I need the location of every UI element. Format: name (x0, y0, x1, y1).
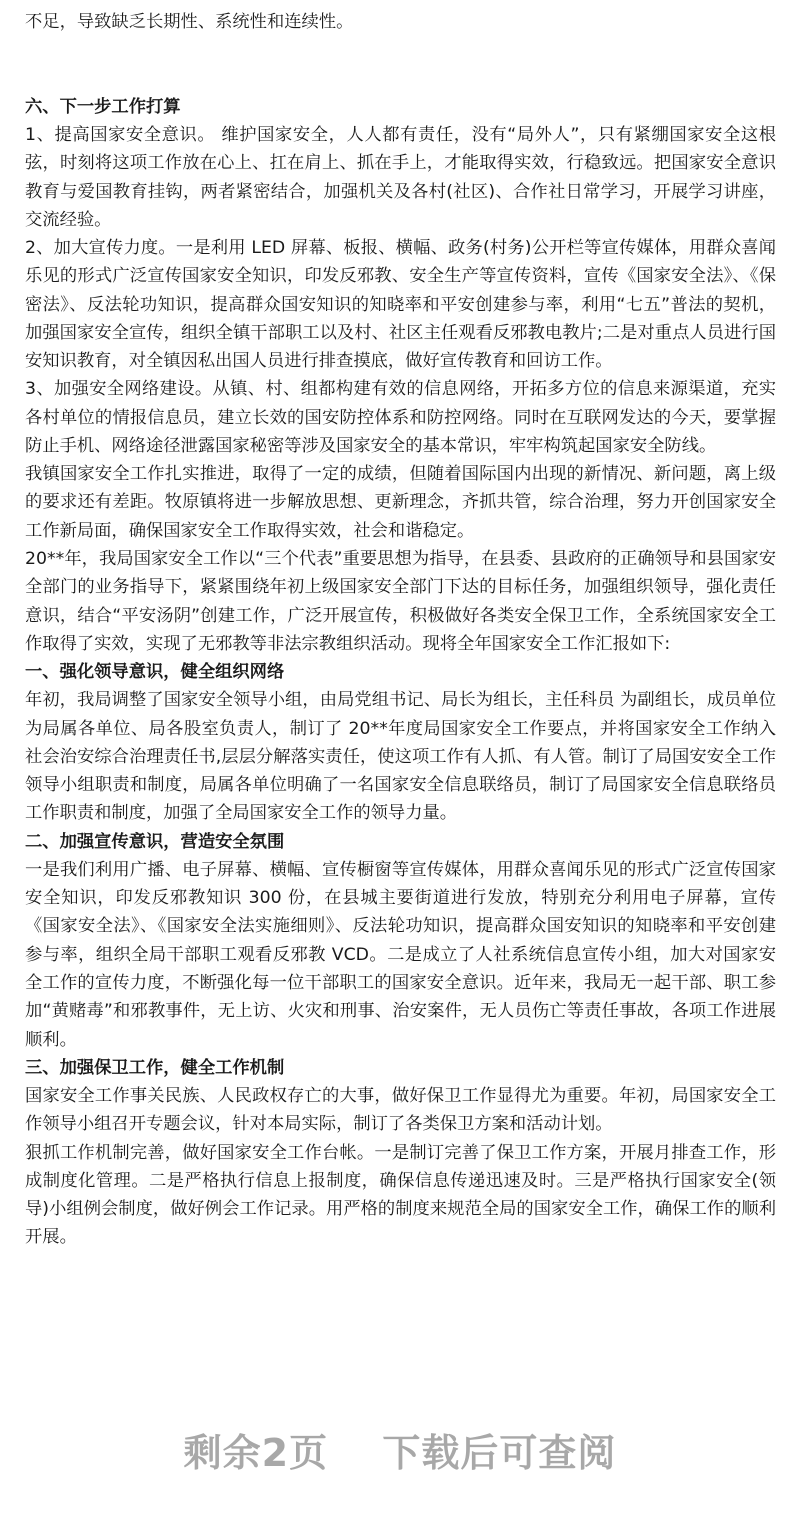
part2-paragraph: 一是我们利用广播、电子屏幕、横幅、宣传橱窗等宣传媒体，用群众喜闻乐见的形式广泛宣传国家安全知识，印发反邪教知识 300 份，在县城主要街道进行发放，特别充分利用电子屏幕，宣传《国家安全法》、《国家安全法实施细则》、反法轮功知识，提高群众国安知识的知晓率和平安创建参与率，组织全局干部职工观看反邪教 VCD。二是成立了人社系统信息宣传小组，加大对国家安全工作的宣传力度，不断强化每一位干部职工的国家安全意识。近年来，我局无一起干部、职工参加“黄赌毒”和邪教事件，无上访、火灾和刑事、治安案件，无人员伤亡等责任事故，各项工作进展顺利。 (25, 859, 776, 1050)
section6-paragraph-2: 2、加大宣传力度。一是利用 LED 屏幕、板报、横幅、政务(村务)公开栏等宣传媒体，用群众喜闻乐见的形式广泛宣传国家安全知识，印发反邪教、安全生产等宣传资料，宣传《国家安全法》、《保密法》、反法轮功知识，提高群众国安知识的知晓率和平安创建参与率，利用“七五”普法的契机，加强国家安全宣传，组织全镇干部职工以及村、社区主任观看反邪教电教片;二是对重点人员进行国安知识教育，对全镇因私出国人员进行排查摸底，做好宣传教育和回访工作。 (25, 238, 776, 372)
part1-heading: 一、强化领导意识，健全组织网络 (25, 662, 285, 683)
section6-paragraph-1: 1、提高国家安全意识。 维护国家安全，人人都有责任，没有“局外人”，只有紧绷国家安全这根弦，时刻将这项工作放在心上、扛在肩上、抓在手上，才能取得实效，行稳致远。把国家安全意识教育与爱国教育挂钩，两者紧密结合，加强机关及各村(社区)、合作社日常学习，开展学习讲座，交流经验。 (25, 125, 776, 230)
download-to-view-text[interactable]: 下载后可查阅 (382, 1431, 617, 1475)
part3-paragraph-2: 狠抓工作机制完善，做好国家安全工作台帐。一是制订完善了保卫工作方案，开展月排查工作，形成制度化管理。二是严格执行信息上报制度，确保信息传递迅速及时。三是严格执行国家安全(领导)小组例会制度，做好例会工作记录。用严格的制度来规范全局的国家安全工作，确保工作的顺利开展。 (25, 1142, 776, 1248)
part3-paragraph-1: 国家安全工作事关民族、人民政权存亡的大事，做好保卫工作显得尤为重要。年初，局国家安全工作领导小组召开专题会议，针对本局实际，制订了各类保卫方案和活动计划。 (25, 1086, 776, 1135)
intro-tail: 不足，导致缺乏长期性、系统性和连续性。 (25, 12, 354, 32)
section6-heading: 六、下一步工作打算 (25, 96, 181, 117)
part1-paragraph: 年初，我局调整了国家安全领导小组，由局党组书记、局长为组长，主任科员 为副组长，成员单位为局属各单位、局各股室负责人，制订了 20**年度局国家安全工作要点，并将国家安全工作纳入社会治安综合治理责任书,层层分解落实责任，使这项工作有人抓、有人管。制订了局国安安全工作领导小组职责和制度，局属各单位明确了一名国家安全信息联络员，制订了局国家安全信息联络员工作职责和制度，加强了全局国家安全工作的领导力量。 (25, 690, 776, 824)
section6-paragraph-4: 我镇国家安全工作扎实推进，取得了一定的成绩，但随着国际国内出现的新情况、新问题，离上级的要求还有差距。牧原镇将进一步解放思想、更新理念，齐抓共管，综合治理，努力开创国家安全工作新局面，确保国家安全工作取得实效，社会和谐稳定。 (25, 464, 776, 541)
part2-heading: 二、加强宣传意识，营造安全氛围 (25, 831, 285, 852)
section6-paragraph-5: 20**年，我局国家安全工作以“三个代表”重要思想为指导，在县委、县政府的正确领导和县国家安全部门的业务指导下，紧紧围绕年初上级国家安全部门下达的目标任务，加强组织领导，强化责任意识，结合“平安汤阴”创建工作，广泛开展宣传，积极做好各类安全保卫工作，全系统国家安全工作取得了实效，实现了无邪教等非法宗教组织活动。现将全年国家安全工作汇报如下: (25, 549, 776, 654)
part3-heading: 三、加强保卫工作，健全工作机制 (25, 1057, 285, 1078)
section6-paragraph-3: 3、加强安全网络建设。从镇、村、组都构建有效的信息网络，开拓多方位的信息来源渠道，充实各村单位的情报信息员，建立长效的国安防控体系和防控网络。同时在互联网发达的今天，要掌握防止手机、网络途径泄露国家秘密等涉及国家安全的基本常识，牢牢构筑起国家安全防线。 (25, 379, 776, 456)
remaining-pages-text: 剩余2页 (183, 1431, 329, 1475)
document-body (25, 8, 776, 1252)
spacer (25, 36, 776, 93)
download-banner[interactable] (0, 1422, 800, 1477)
